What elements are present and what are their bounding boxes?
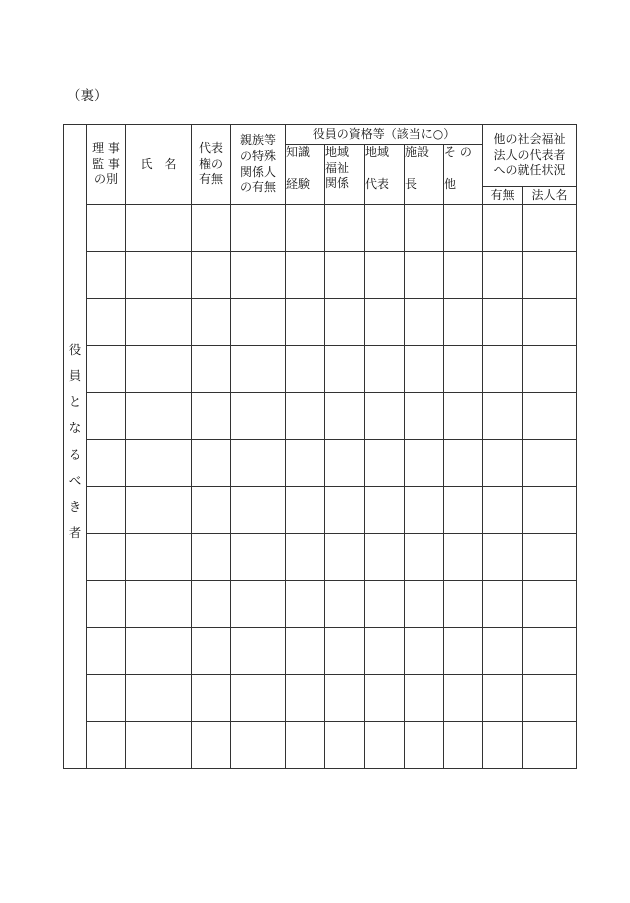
table-row [64, 675, 577, 722]
entry-cell[interactable] [231, 675, 286, 722]
entry-cell[interactable] [325, 393, 365, 440]
table-row [64, 581, 577, 628]
entry-cell[interactable] [365, 675, 405, 722]
entry-cell[interactable] [192, 393, 231, 440]
table-row [64, 440, 577, 487]
table-row [64, 722, 577, 769]
entry-cell[interactable] [231, 722, 286, 769]
entry-cell[interactable] [231, 205, 286, 252]
entry-cell[interactable] [405, 675, 444, 722]
entry-cell[interactable] [523, 393, 577, 440]
entry-cell[interactable] [483, 628, 523, 675]
entry-cell[interactable] [444, 675, 483, 722]
header-qual-other: そ の 他 [444, 145, 483, 205]
entry-cell[interactable] [126, 581, 192, 628]
entry-cell[interactable] [405, 393, 444, 440]
entry-cell[interactable] [126, 393, 192, 440]
entry-cell[interactable] [192, 440, 231, 487]
entry-cell[interactable] [231, 346, 286, 393]
entry-cell[interactable] [286, 581, 325, 628]
entry-cell[interactable] [483, 722, 523, 769]
header-qual-community-welfare: 地域 福祉 関係 [325, 145, 365, 205]
entry-cell[interactable] [483, 440, 523, 487]
entry-cell[interactable] [87, 722, 126, 769]
table-row [64, 252, 577, 299]
entry-cell[interactable] [483, 205, 523, 252]
entry-cell[interactable] [87, 205, 126, 252]
entry-cell[interactable] [231, 487, 286, 534]
entry-cell[interactable] [126, 346, 192, 393]
entry-cell[interactable] [523, 675, 577, 722]
entry-cell[interactable] [444, 299, 483, 346]
entry-cell[interactable] [192, 487, 231, 534]
entry-cell[interactable] [87, 675, 126, 722]
entry-cell[interactable] [523, 628, 577, 675]
side-label-char: 員 [68, 367, 82, 383]
header-qual-community-rep: 地域 代表 [365, 145, 405, 205]
entry-cell[interactable] [192, 346, 231, 393]
entry-cell[interactable] [365, 346, 405, 393]
table-row [64, 487, 577, 534]
entry-cell[interactable] [523, 534, 577, 581]
entry-cell[interactable] [126, 722, 192, 769]
entry-cell[interactable] [126, 440, 192, 487]
table-row [64, 534, 577, 581]
entry-cell[interactable] [126, 487, 192, 534]
entry-cell[interactable] [126, 675, 192, 722]
side-label-char: べ [68, 472, 82, 488]
entry-cell[interactable] [405, 440, 444, 487]
entry-cell[interactable] [87, 628, 126, 675]
entry-cell[interactable] [231, 252, 286, 299]
entry-cell[interactable] [523, 299, 577, 346]
side-label-char: な [68, 420, 82, 436]
table-row [64, 628, 577, 675]
side-label-char: る [68, 446, 82, 462]
entry-cell[interactable] [286, 252, 325, 299]
entry-cell[interactable] [286, 205, 325, 252]
entry-cell[interactable] [126, 628, 192, 675]
header-other-corp-presence: 有無 [483, 187, 523, 205]
entry-cell[interactable] [444, 487, 483, 534]
entry-cell[interactable] [365, 534, 405, 581]
entry-cell[interactable] [365, 722, 405, 769]
entry-cell[interactable] [483, 487, 523, 534]
entry-cell[interactable] [365, 393, 405, 440]
header-other-corporation: 他の社会福祉 法人の代表者 への就任状況 [483, 125, 577, 187]
entry-cell[interactable] [325, 440, 365, 487]
entry-cell[interactable] [192, 534, 231, 581]
entry-cell[interactable] [365, 628, 405, 675]
entry-cell[interactable] [325, 722, 365, 769]
entry-cell[interactable] [325, 534, 365, 581]
entry-cell[interactable] [231, 534, 286, 581]
entry-cell[interactable] [405, 722, 444, 769]
entry-cell[interactable] [87, 393, 126, 440]
page-side-label: （裏） [67, 88, 108, 104]
entry-cell[interactable] [325, 487, 365, 534]
entry-cell[interactable] [325, 252, 365, 299]
entry-cell[interactable] [192, 628, 231, 675]
entry-cell[interactable] [192, 581, 231, 628]
header-name: 氏 名 [126, 125, 192, 205]
entry-cell[interactable] [231, 440, 286, 487]
side-label-cell [64, 125, 87, 769]
header-other-corp-name: 法人名 [523, 187, 577, 205]
entry-cell[interactable] [483, 346, 523, 393]
entry-cell[interactable] [126, 252, 192, 299]
header-row-1 [64, 125, 577, 145]
entry-cell[interactable] [483, 252, 523, 299]
entry-cell[interactable] [523, 722, 577, 769]
entry-cell[interactable] [325, 205, 365, 252]
entry-cell[interactable] [192, 252, 231, 299]
entry-cell[interactable] [483, 393, 523, 440]
entry-cell[interactable] [444, 393, 483, 440]
entry-cell[interactable] [286, 628, 325, 675]
entry-cell[interactable] [523, 581, 577, 628]
entry-cell[interactable] [325, 299, 365, 346]
entry-cell[interactable] [325, 675, 365, 722]
entry-cell[interactable] [231, 628, 286, 675]
entry-cell[interactable] [192, 205, 231, 252]
entry-cell[interactable] [483, 675, 523, 722]
entry-cell[interactable] [523, 252, 577, 299]
entry-cell[interactable] [365, 205, 405, 252]
entry-cell[interactable] [365, 581, 405, 628]
entry-cell[interactable] [523, 440, 577, 487]
entry-cell[interactable] [192, 675, 231, 722]
entry-cell[interactable] [444, 581, 483, 628]
entry-cell[interactable] [286, 722, 325, 769]
entry-cell[interactable] [286, 675, 325, 722]
entry-cell[interactable] [405, 534, 444, 581]
entry-cell[interactable] [444, 252, 483, 299]
header-representative-authority: 代表 権の 有無 [192, 125, 231, 205]
entry-cell[interactable] [444, 534, 483, 581]
entry-cell[interactable] [192, 722, 231, 769]
entry-cell[interactable] [444, 628, 483, 675]
entry-cell[interactable] [231, 581, 286, 628]
header-qual-knowledge: 知識 経験 [286, 145, 325, 205]
entry-cell[interactable] [286, 440, 325, 487]
table-row [64, 393, 577, 440]
entry-cell[interactable] [126, 299, 192, 346]
entry-cell[interactable] [444, 440, 483, 487]
header-qual-facility-head: 施設 長 [405, 145, 444, 205]
entry-cell[interactable] [405, 252, 444, 299]
entry-cell[interactable] [405, 628, 444, 675]
officer-candidates-table [63, 124, 577, 769]
entry-cell[interactable] [483, 299, 523, 346]
entry-cell[interactable] [87, 581, 126, 628]
entry-cell[interactable] [444, 346, 483, 393]
entry-cell[interactable] [87, 534, 126, 581]
table-row [64, 205, 577, 252]
entry-cell[interactable] [286, 487, 325, 534]
entry-cell[interactable] [405, 346, 444, 393]
entry-cell[interactable] [325, 628, 365, 675]
entry-cell[interactable] [286, 393, 325, 440]
side-label-char: 者 [68, 525, 82, 541]
entry-cell[interactable] [126, 534, 192, 581]
entry-cell[interactable] [405, 299, 444, 346]
entry-cell[interactable] [365, 299, 405, 346]
entry-cell[interactable] [286, 346, 325, 393]
side-label-char: き [68, 499, 82, 514]
entry-cell[interactable] [365, 252, 405, 299]
table-row [64, 346, 577, 393]
entry-cell[interactable] [444, 722, 483, 769]
header-relatives: 親族等 の特殊 関係人 の有無 [231, 125, 286, 205]
entry-cell[interactable] [87, 487, 126, 534]
entry-cell[interactable] [405, 205, 444, 252]
entry-cell[interactable] [405, 487, 444, 534]
entry-cell[interactable] [231, 393, 286, 440]
entry-cell[interactable] [483, 534, 523, 581]
entry-cell[interactable] [87, 299, 126, 346]
entry-cell[interactable] [286, 299, 325, 346]
entry-cell[interactable] [87, 346, 126, 393]
entry-cell[interactable] [444, 205, 483, 252]
entry-cell[interactable] [523, 487, 577, 534]
entry-cell[interactable] [231, 299, 286, 346]
entry-cell[interactable] [126, 205, 192, 252]
header-role: 理 事 監 事 の別 [87, 125, 126, 205]
entry-cell[interactable] [365, 487, 405, 534]
side-label-char: と [68, 394, 82, 409]
entry-cell[interactable] [87, 252, 126, 299]
entry-cell[interactable] [483, 581, 523, 628]
side-label-char: 役 [68, 341, 82, 357]
entry-cell[interactable] [87, 440, 126, 487]
entry-cell[interactable] [405, 581, 444, 628]
entry-cell[interactable] [325, 581, 365, 628]
entry-cell[interactable] [192, 299, 231, 346]
table-row [64, 299, 577, 346]
entry-cell[interactable] [523, 346, 577, 393]
header-qualifications-title: 役員の資格等（該当に○） [286, 125, 483, 145]
entry-cell[interactable] [523, 205, 577, 252]
entry-cell[interactable] [365, 440, 405, 487]
entry-cell[interactable] [286, 534, 325, 581]
entry-cell[interactable] [325, 346, 365, 393]
